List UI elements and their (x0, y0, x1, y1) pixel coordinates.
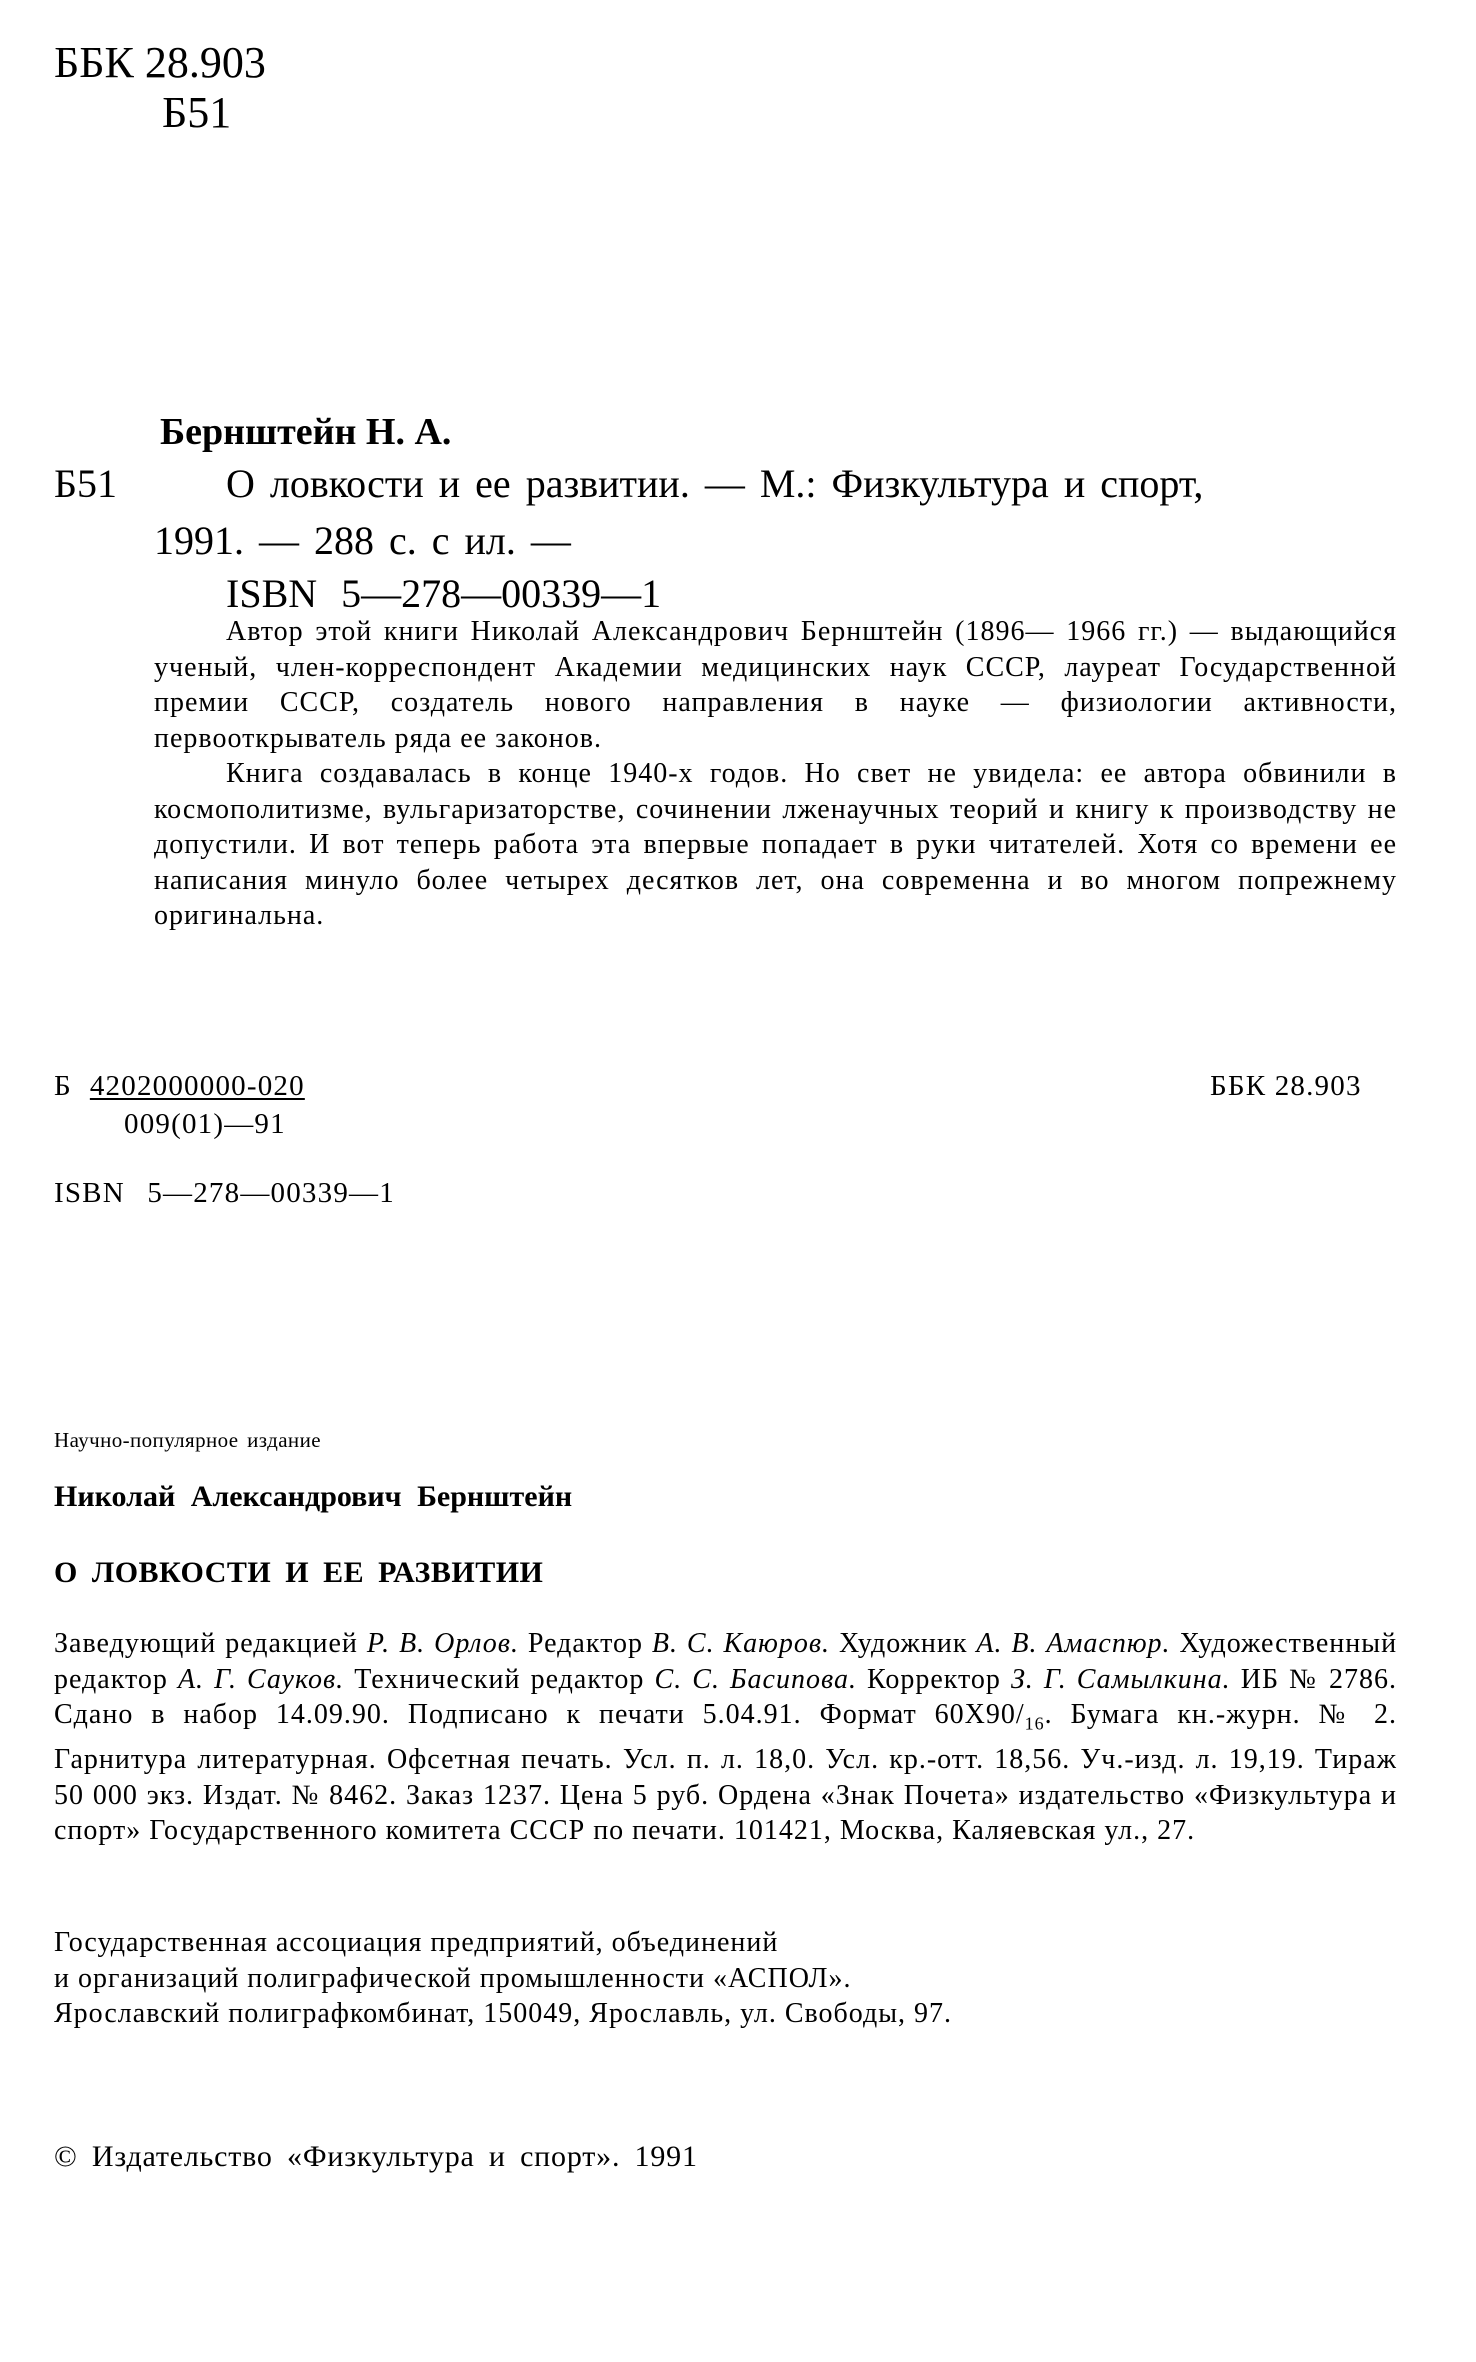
card-title-line1: О ловкости и ее развитии. — М.: Физкультура и спорт, (226, 461, 1204, 506)
printer-line: Ярославский полиграфкомбинат, 150049, Ярославль, ул. Свободы, 97. (54, 1998, 953, 2029)
imprint-person: З. Г. Самылкина. (1010, 1663, 1231, 1695)
format-subscript: 16 (1024, 1713, 1045, 1734)
code-letter: Б (54, 1070, 72, 1102)
imprint-person: Р. В. Орлов. (366, 1628, 519, 1659)
classification-code-denominator: 009(01)—91 (124, 1108, 286, 1140)
annotation (154, 614, 1397, 934)
imprint-role: Корректор (867, 1663, 1001, 1695)
imprint-title: О ЛОВКОСТИ И ЕЕ РАЗВИТИИ (54, 1556, 544, 1589)
copyright: © Издательство «Физкультура и спорт». 1991 (54, 2140, 698, 2173)
card-sign: Б51 (54, 461, 117, 506)
bbk-classification (54, 38, 266, 137)
imprint-author: Николай Александрович Бернштейн (54, 1480, 573, 1513)
annotation-paragraph: Книга создавалась в конце 1940-х годов. Но свет не увидела: ее автора обвинили в космополитизме, вульгаризаторстве, сочинении лженаучных теорий и книгу к производству не допустили. И вот теперь работа эта впервые попадает в руки читателей. Хотя со времени ее написания минуло более четырех десятков лет, она современна и во многом попрежнему оригинальна. (154, 758, 1397, 931)
imprint-person: А. В. Амаспюр. (976, 1628, 1171, 1659)
code-number: 4202000000-020 (89, 1070, 305, 1102)
imprint-role: Редактор (527, 1628, 643, 1659)
imprint-details (54, 1626, 1397, 1849)
author-sign-code: Б51 (162, 88, 232, 137)
isbn-code: ISBN 5—278—00339—1 (54, 1177, 395, 1209)
edition-genre: Научно-популярное издание (54, 1428, 321, 1452)
imprint-person: В. С. Каюров. (651, 1628, 831, 1659)
card-isbn: ISBN 5—278—00339—1 (226, 571, 662, 616)
imprint-person: С. С. Басипова. (654, 1663, 857, 1695)
bbk-code-right: ББК 28.903 (1210, 1070, 1362, 1102)
printer-info (54, 1925, 952, 2032)
imprint-print-data: . Бумага кн.-журн. № 2. Гарнитура литературная. Офсетная печать. Усл. п. л. 18,0. Усл. кр.-отт. 18,56. Уч.-изд. л. 19,19. Тираж 50 000 экз. Издат. № 8462. Заказ 1237. Цена 5 руб. Ордена «Знак Почета» издательство «Физкультура и спорт» Государственного комитета СССР по печати. 101421, Москва, Каляевская ул., 27. (54, 1699, 1397, 1847)
bbk-code: ББК 28.903 (54, 38, 266, 87)
imprint-role: Художник (838, 1628, 968, 1659)
imprint-role: Технический редактор (354, 1663, 645, 1695)
card-author: Бернштейн Н. А. (160, 411, 452, 453)
printer-line: Государственная ассоциация предприятий, объединений (54, 1927, 779, 1958)
classification-code (54, 1070, 305, 1103)
imprint-print-data: ИБ № 2786. Сдано в набор 14.09.90. Подписано к печати 5.04.91. Формат 60Х90/ (54, 1663, 1398, 1730)
imprint-person: А. Г. Сауков. (177, 1663, 345, 1695)
annotation-paragraph: Автор этой книги Николай Александрович Бернштейн (1896— 1966 гг.) — выдающийся ученый, член-корреспондент Академии медицинских наук СССР, лауреат Государственной премии СССР, создатель нового направления в науке — физиологии активности, первооткрыватель ряда ее законов. (154, 616, 1397, 754)
printer-line: и организаций полиграфической промышленности «АСПОЛ». (54, 1962, 852, 1994)
imprint-role: Заведующий редакцией (54, 1628, 358, 1659)
card-title-line2: 1991. — 288 с. с ил. — (154, 518, 571, 563)
imprint-role: Художественный редактор (54, 1628, 1398, 1695)
